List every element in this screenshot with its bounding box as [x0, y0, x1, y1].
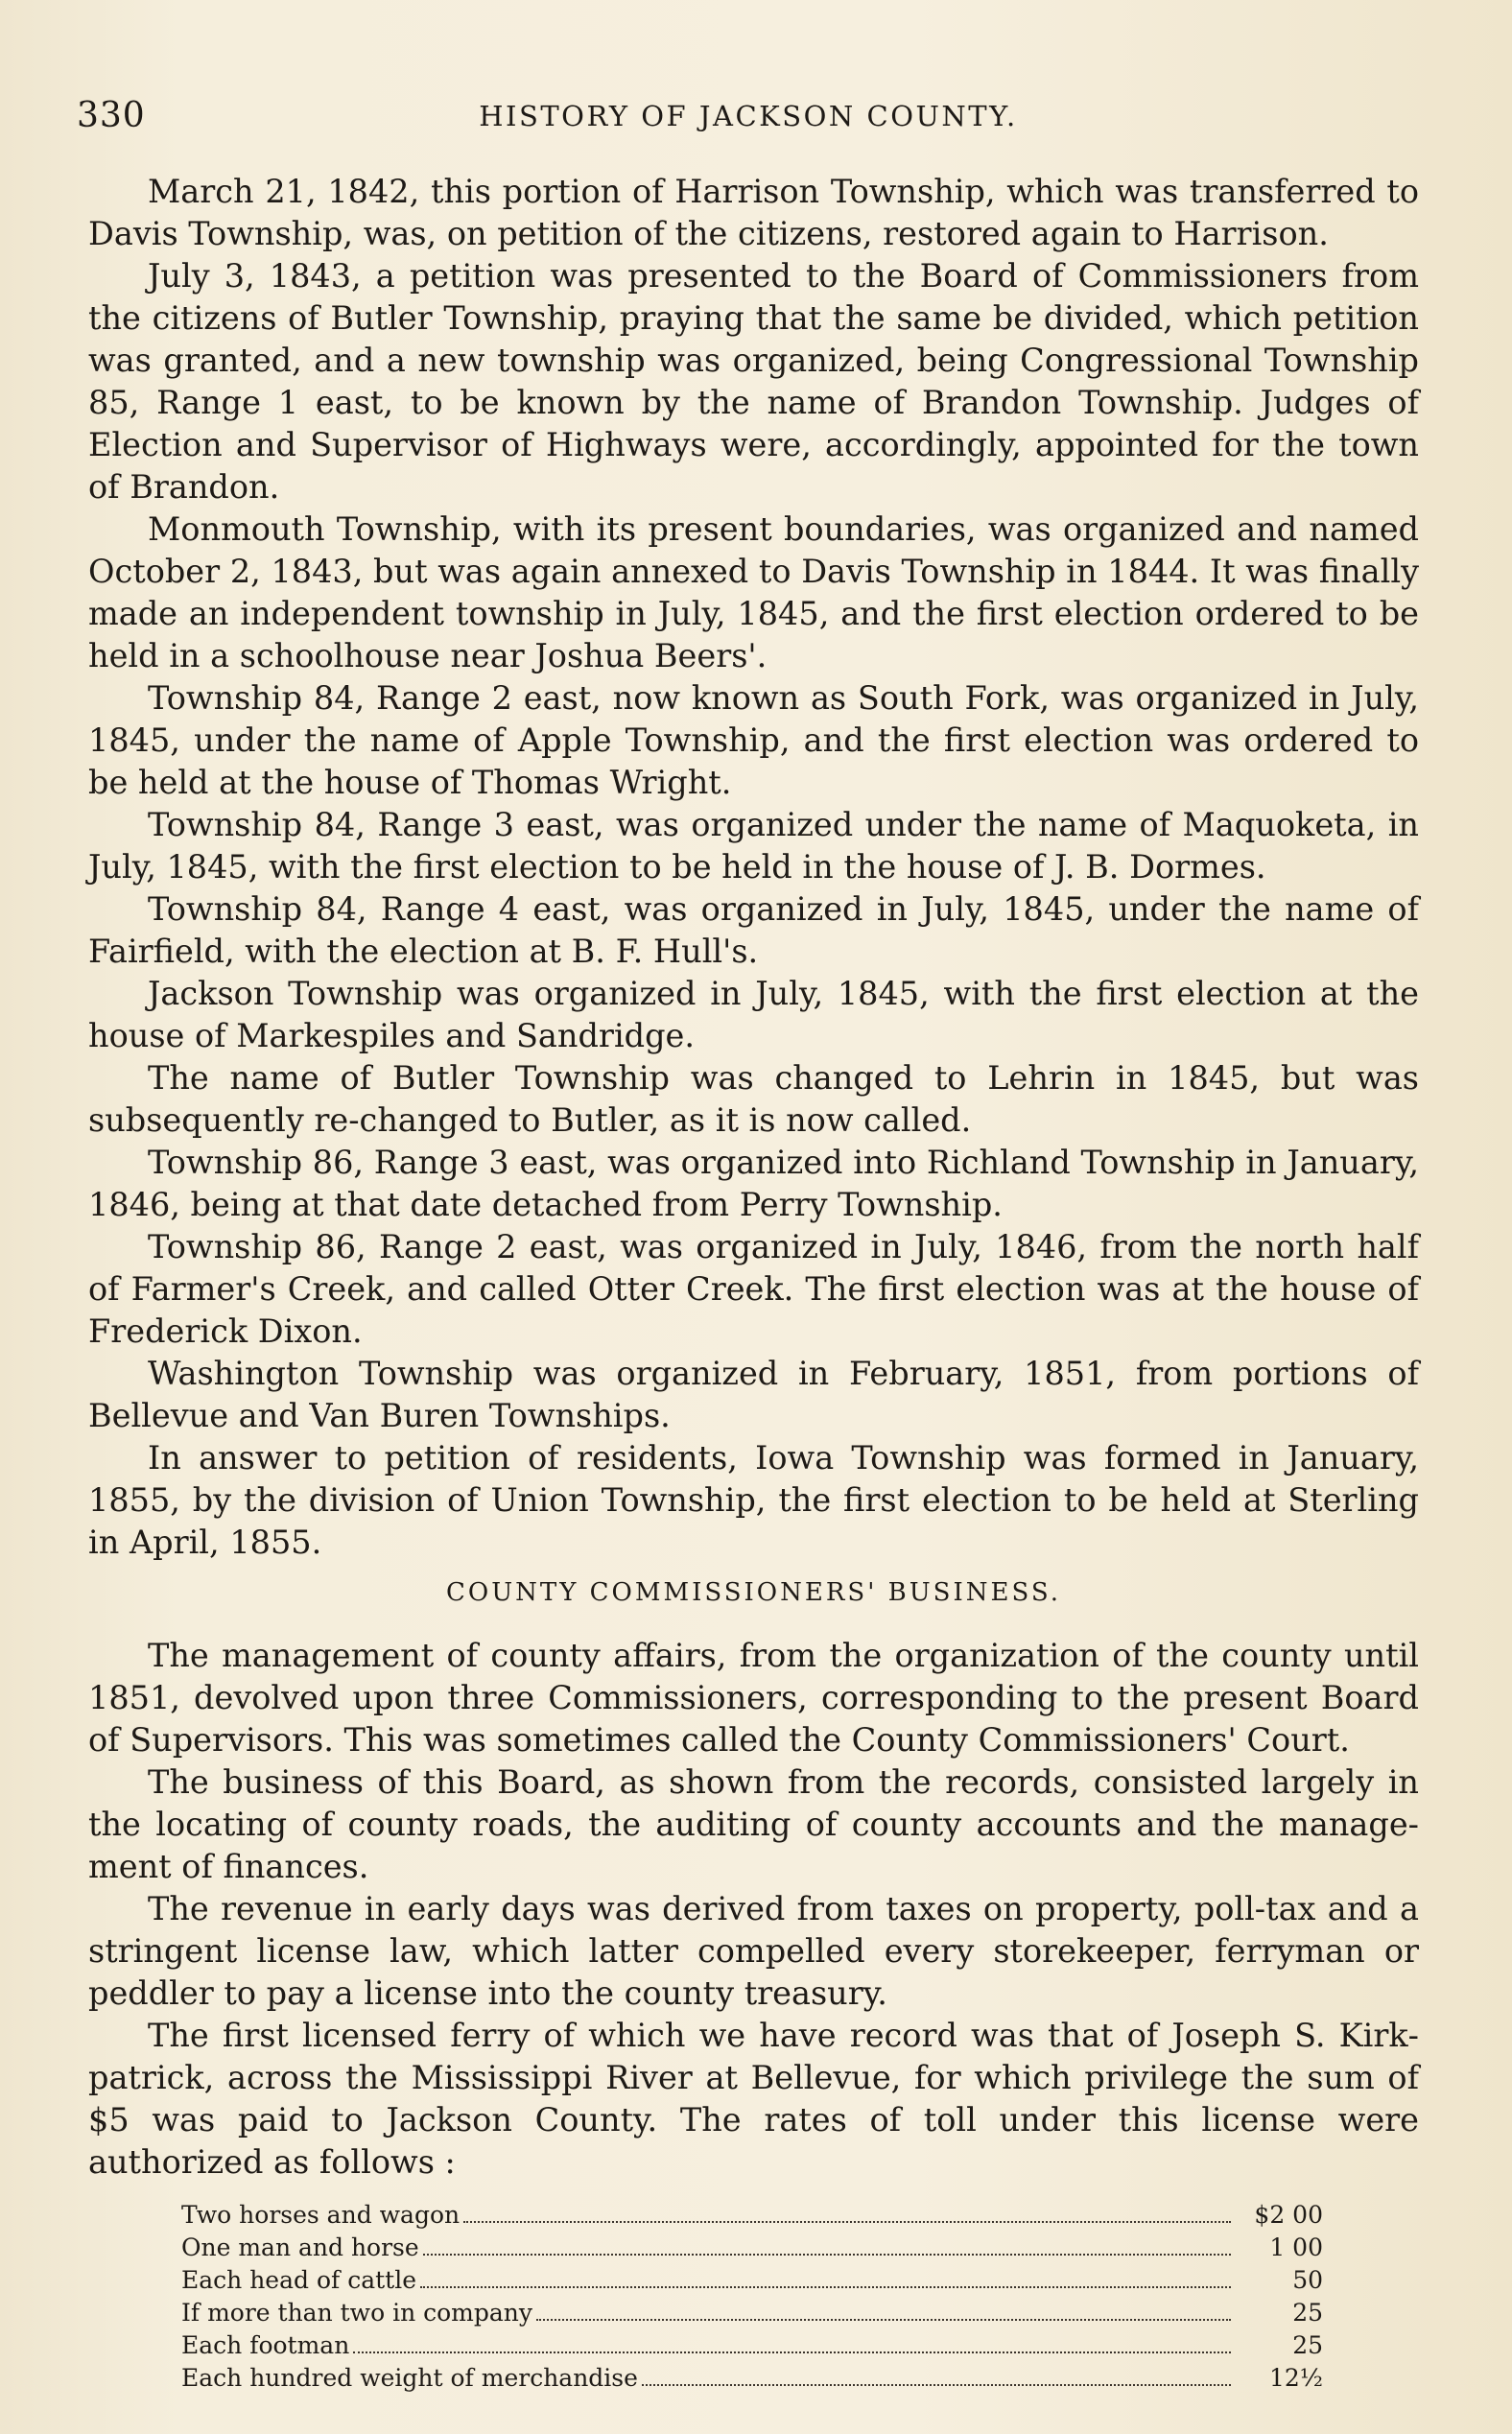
dot-leader	[642, 2384, 1231, 2386]
rate-amount: $2 00	[1254, 2201, 1323, 2229]
rate-row	[181, 2297, 1323, 2329]
dot-leader	[353, 2351, 1231, 2353]
paragraph: March 21, 1842, this portion of Harrison Township, which was transferred to Davis Township, was, on petition of the citizens, restored again to Harrison.	[88, 173, 1419, 252]
rate-amount: 1 00	[1269, 2233, 1323, 2261]
paragraph: The first licensed ferry of which we have record was that of Joseph S. Kirkpatrick, across the Mississippi River at Bellevue, for which privilege the sum of $5 was paid to Jackson County. The rates of toll under this license were authorized as follows :	[88, 2017, 1419, 2181]
rate-item: Each hundred weight of merchandise	[181, 2364, 638, 2392]
section-heading: COUNTY COMMISSIONERS' BUSINESS.	[446, 1578, 1061, 1607]
rate-item: If more than two in company	[181, 2299, 533, 2327]
rate-amount: 25	[1292, 2331, 1323, 2359]
paragraph: Township 86, Range 3 east, was organized into Richland Township in January, 1846, being at that date detached from Perry Township.	[88, 1144, 1419, 1223]
body-text	[88, 171, 1419, 2395]
paragraph: The business of this Board, as shown from the records, consisted largely in the locating of county roads, the auditing of county accounts and the management of finances.	[88, 1763, 1419, 1885]
paragraph: The revenue in early days was derived from taxes on property, poll-tax and a stringent license law, which latter compelled every storekeeper, ferryman or peddler to pay a license into the county treasury.	[88, 1890, 1419, 2012]
page-header	[77, 96, 1420, 144]
paragraph: Township 84, Range 2 east, now known as South Fork, was organized in July, 1845, under the name of Apple Township, and the first election was ordered to be held at the house of Thomas Wright.	[88, 679, 1419, 801]
paragraph: The name of Butler Township was changed to Lehrin in 1845, but was subsequently re-changed to Butler, as it is now called.	[88, 1059, 1419, 1139]
running-head: HISTORY OF JACKSON COUNTY.	[479, 100, 1018, 132]
paragraph: Monmouth Township, with its present boundaries, was organized and named October 2, 1843, but was again annexed to Davis Township in 1844. It was finally made an independent township in July, 1845, and the first election ordered to be held in a schoolhouse near Joshua Beers'.	[88, 510, 1419, 674]
rate-row	[181, 2362, 1323, 2395]
rate-row	[181, 2232, 1323, 2264]
toll-rates-table	[181, 2199, 1323, 2395]
paragraph: July 3, 1843, a petition was presented to the Board of Commissioners from the citizens of Butler Township, praying that the same be divided, which petition was granted, and a new township was organized, being Congressional Township 85, Range 1 east, to be known by the name of Brandon Township. Judges of Election and Supervisor of Highways were, accordingly, appointed for the town of Brandon.	[88, 257, 1419, 506]
paragraph: Township 86, Range 2 east, was organized in July, 1846, from the north half of Farmer's Creek, and called Otter Creek. The first election was at the house of Frederick Dixon.	[88, 1228, 1419, 1350]
rate-row	[181, 2329, 1323, 2362]
dot-leader	[536, 2319, 1231, 2321]
rate-amount: 50	[1292, 2266, 1323, 2294]
paragraph: Jackson Township was organized in July, 1845, with the first election at the house of Markespiles and Sandridge.	[88, 975, 1419, 1054]
dot-leader	[420, 2286, 1231, 2288]
paragraph: Township 84, Range 3 east, was organized under the name of Maquoketa, in July, 1845, with the first election to be held in the house of J. B. Dormes.	[88, 806, 1419, 886]
paragraph: In answer to petition of residents, Iowa Township was formed in January, 1855, by the division of Union Township, the first election to be held at Sterling in April, 1855.	[88, 1439, 1419, 1561]
dot-leader	[463, 2221, 1231, 2223]
rate-item: One man and horse	[181, 2233, 419, 2261]
paragraph: Township 84, Range 4 east, was organized in July, 1845, under the name of Fairfield, with the election at B. F. Hull's.	[88, 890, 1419, 970]
page-number: 330	[77, 96, 146, 135]
rate-row	[181, 2264, 1323, 2297]
rate-item: Two horses and wagon	[181, 2201, 461, 2229]
paragraph: The management of county affairs, from the organization of the county until 1851, devolved upon three Commissioners, corresponding to the present Board of Supervisors. This was sometimes called the County Commissioners' Court.	[88, 1637, 1419, 1759]
rate-row	[181, 2199, 1323, 2232]
rate-item: Each head of cattle	[181, 2266, 416, 2294]
paragraph: Washington Township was organized in February, 1851, from portions of Bellevue and Van Buren Townships.	[88, 1355, 1419, 1434]
rate-item: Each footman	[181, 2331, 350, 2359]
dot-leader	[423, 2254, 1231, 2256]
rate-amount: 25	[1292, 2299, 1323, 2327]
rate-amount: 12½	[1268, 2364, 1323, 2392]
